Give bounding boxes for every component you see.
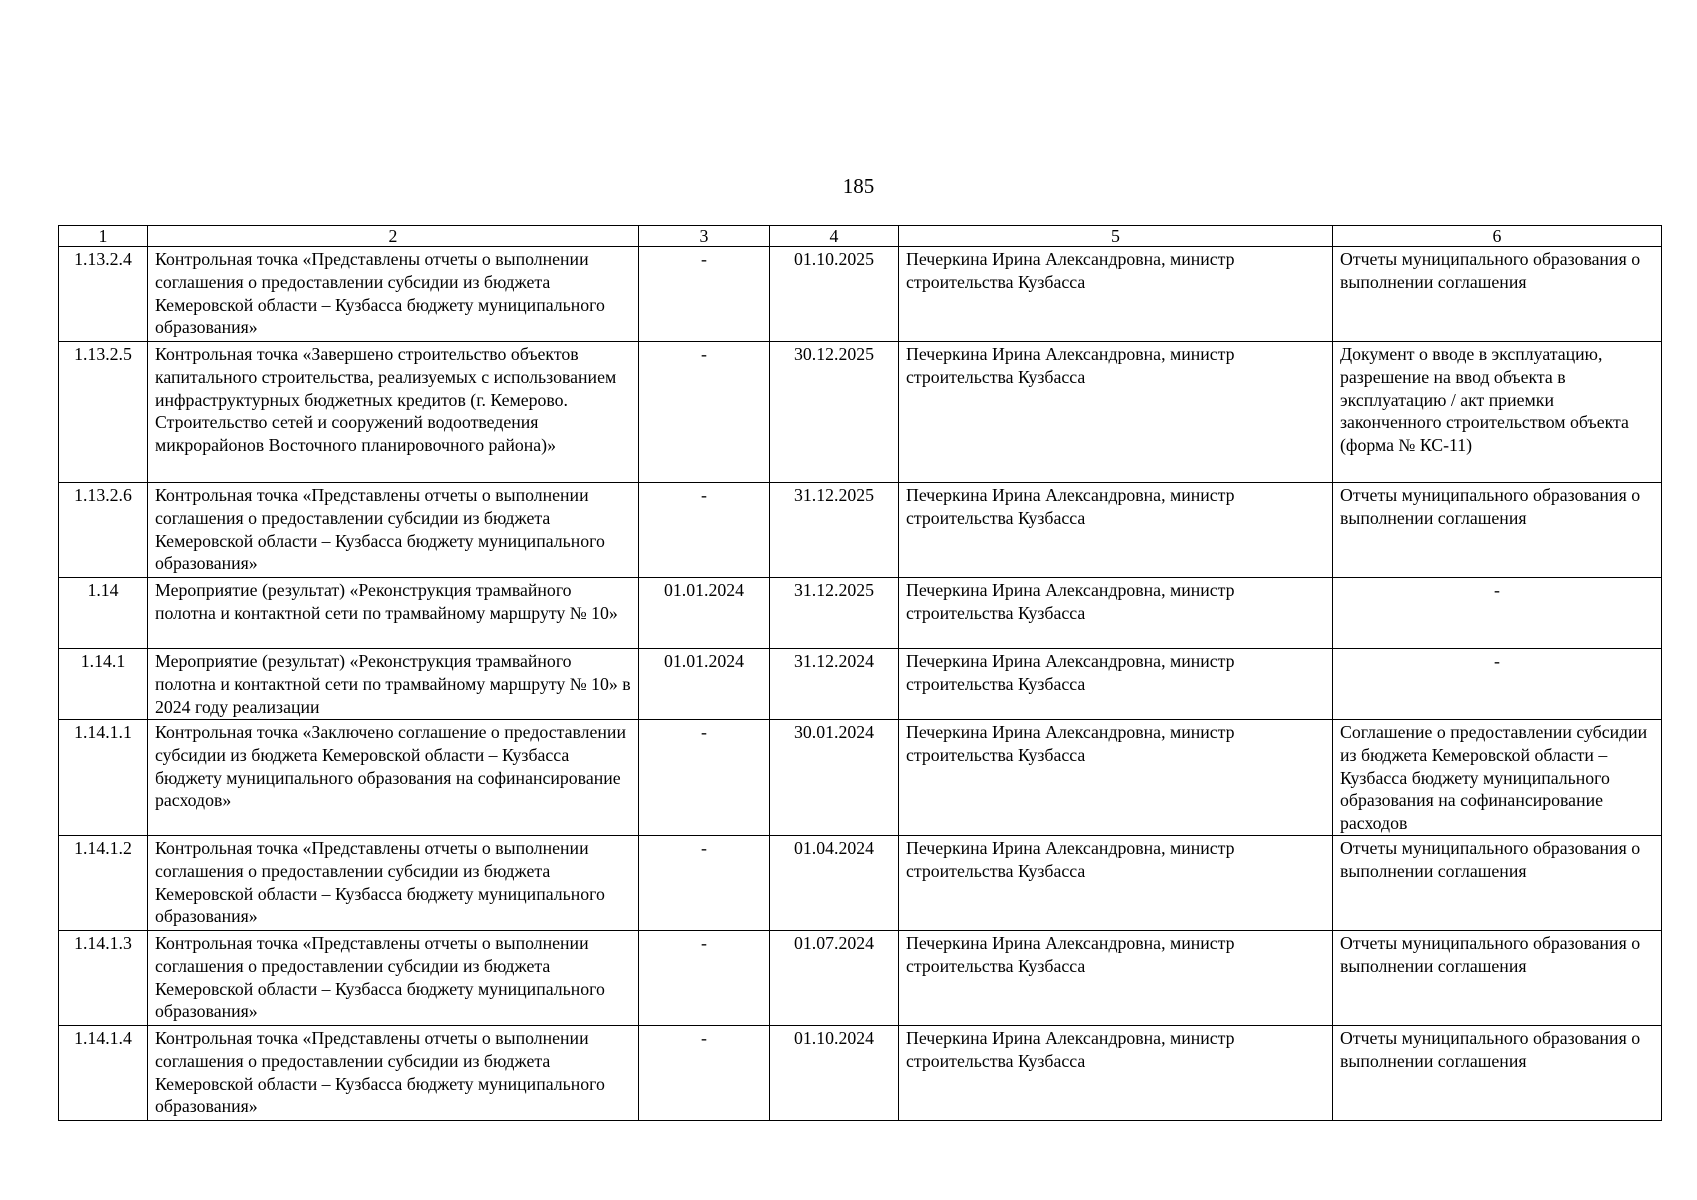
table-row [59, 342, 1662, 483]
table-row [59, 1026, 1662, 1121]
row-start-date: - [639, 247, 770, 342]
row-document: Отчеты муниципального образования о выполнении соглашения [1333, 247, 1662, 342]
row-number: 1.14.1.4 [59, 1026, 148, 1121]
row-start-date: 01.01.2024 [639, 649, 770, 720]
row-description: Контрольная точка «Представлены отчеты о выполнении соглашения о предоставлении субсидии из бюджета Кемеровской области – Кузбасса бюджету муниципального образования» [148, 931, 639, 1026]
table-row [59, 931, 1662, 1026]
header-cell-4: 4 [770, 226, 899, 247]
row-description: Контрольная точка «Заключено соглашение о предоставлении субсидии из бюджета Кемеровской области – Кузбасса бюджету муниципального образования на софинансирование расходов» [148, 720, 639, 836]
row-responsible: Печеркина Ирина Александровна, министр строительства Кузбасса [899, 483, 1333, 578]
page-number: 185 [842, 174, 875, 198]
row-start-date: - [639, 483, 770, 578]
table-row [59, 578, 1662, 649]
row-start-date: - [639, 1026, 770, 1121]
row-responsible: Печеркина Ирина Александровна, министр строительства Кузбасса [899, 247, 1333, 342]
row-document: Отчеты муниципального образования о выполнении соглашения [1333, 836, 1662, 931]
table-row [59, 836, 1662, 931]
plan-table [58, 225, 1662, 1121]
header-cell-6: 6 [1333, 226, 1662, 247]
row-end-date: 01.04.2024 [770, 836, 899, 931]
row-end-date: 01.10.2024 [770, 1026, 899, 1121]
row-document: Отчеты муниципального образования о выполнении соглашения [1333, 1026, 1662, 1121]
row-start-date: - [639, 342, 770, 483]
row-description: Контрольная точка «Представлены отчеты о выполнении соглашения о предоставлении субсидии из бюджета Кемеровской области – Кузбасса бюджету муниципального образования» [148, 836, 639, 931]
row-document: Документ о вводе в эксплуатацию, разрешение на ввод объекта в эксплуатацию / акт приемки законченного строительством объекта (форма № КС-11) [1333, 342, 1662, 483]
row-description: Контрольная точка «Представлены отчеты о выполнении соглашения о предоставлении субсидии из бюджета Кемеровской области – Кузбасса бюджету муниципального образования» [148, 1026, 639, 1121]
row-document: Отчеты муниципального образования о выполнении соглашения [1333, 931, 1662, 1026]
header-cell-5: 5 [899, 226, 1333, 247]
row-responsible: Печеркина Ирина Александровна, министр строительства Кузбасса [899, 578, 1333, 649]
row-end-date: 30.01.2024 [770, 720, 899, 836]
row-number: 1.13.2.5 [59, 342, 148, 483]
row-document: - [1333, 649, 1662, 720]
header-row [59, 226, 1662, 247]
table-row [59, 649, 1662, 720]
row-number: 1.14 [59, 578, 148, 649]
row-start-date: - [639, 836, 770, 931]
row-number: 1.14.1.3 [59, 931, 148, 1026]
header-cell-3: 3 [639, 226, 770, 247]
table-row [59, 720, 1662, 836]
row-start-date: - [639, 931, 770, 1026]
table-row [59, 247, 1662, 342]
row-responsible: Печеркина Ирина Александровна, министр строительства Кузбасса [899, 931, 1333, 1026]
row-responsible: Печеркина Ирина Александровна, министр строительства Кузбасса [899, 649, 1333, 720]
row-number: 1.14.1.1 [59, 720, 148, 836]
row-responsible: Печеркина Ирина Александровна, министр строительства Кузбасса [899, 342, 1333, 483]
header-cell-2: 2 [148, 226, 639, 247]
row-number: 1.14.1 [59, 649, 148, 720]
row-description: Мероприятие (результат) «Реконструкция трамвайного полотна и контактной сети по трамвайному маршруту № 10» в 2024 году реализации [148, 649, 639, 720]
row-number: 1.13.2.6 [59, 483, 148, 578]
row-responsible: Печеркина Ирина Александровна, министр строительства Кузбасса [899, 720, 1333, 836]
row-description: Контрольная точка «Завершено строительство объектов капитального строительства, реализуемых с использованием инфраструктурных бюджетных кредитов (г. Кемерово. Строительство сетей и сооружений водоотведения микрорайонов Восточного планировочного района)» [148, 342, 639, 483]
row-number: 1.14.1.2 [59, 836, 148, 931]
row-start-date: - [639, 720, 770, 836]
row-end-date: 31.12.2024 [770, 649, 899, 720]
row-end-date: 31.12.2025 [770, 578, 899, 649]
row-responsible: Печеркина Ирина Александровна, министр строительства Кузбасса [899, 836, 1333, 931]
row-start-date: 01.01.2024 [639, 578, 770, 649]
row-description: Контрольная точка «Представлены отчеты о выполнении соглашения о предоставлении субсидии из бюджета Кемеровской области – Кузбасса бюджету муниципального образования» [148, 247, 639, 342]
row-document: Соглашение о предоставлении субсидии из бюджета Кемеровской области – Кузбасса бюджету муниципального образования на софинансирование расходов [1333, 720, 1662, 836]
header-cell-1: 1 [59, 226, 148, 247]
row-end-date: 30.12.2025 [770, 342, 899, 483]
table-row [59, 483, 1662, 578]
row-document: Отчеты муниципального образования о выполнении соглашения [1333, 483, 1662, 578]
row-description: Контрольная точка «Представлены отчеты о выполнении соглашения о предоставлении субсидии из бюджета Кемеровской области – Кузбасса бюджету муниципального образования» [148, 483, 639, 578]
row-document: - [1333, 578, 1662, 649]
row-description: Мероприятие (результат) «Реконструкция трамвайного полотна и контактной сети по трамвайному маршруту № 10» [148, 578, 639, 649]
row-end-date: 01.10.2025 [770, 247, 899, 342]
row-end-date: 01.07.2024 [770, 931, 899, 1026]
plan-table-body [59, 226, 1662, 1121]
row-end-date: 31.12.2025 [770, 483, 899, 578]
row-responsible: Печеркина Ирина Александровна, министр строительства Кузбасса [899, 1026, 1333, 1121]
row-number: 1.13.2.4 [59, 247, 148, 342]
